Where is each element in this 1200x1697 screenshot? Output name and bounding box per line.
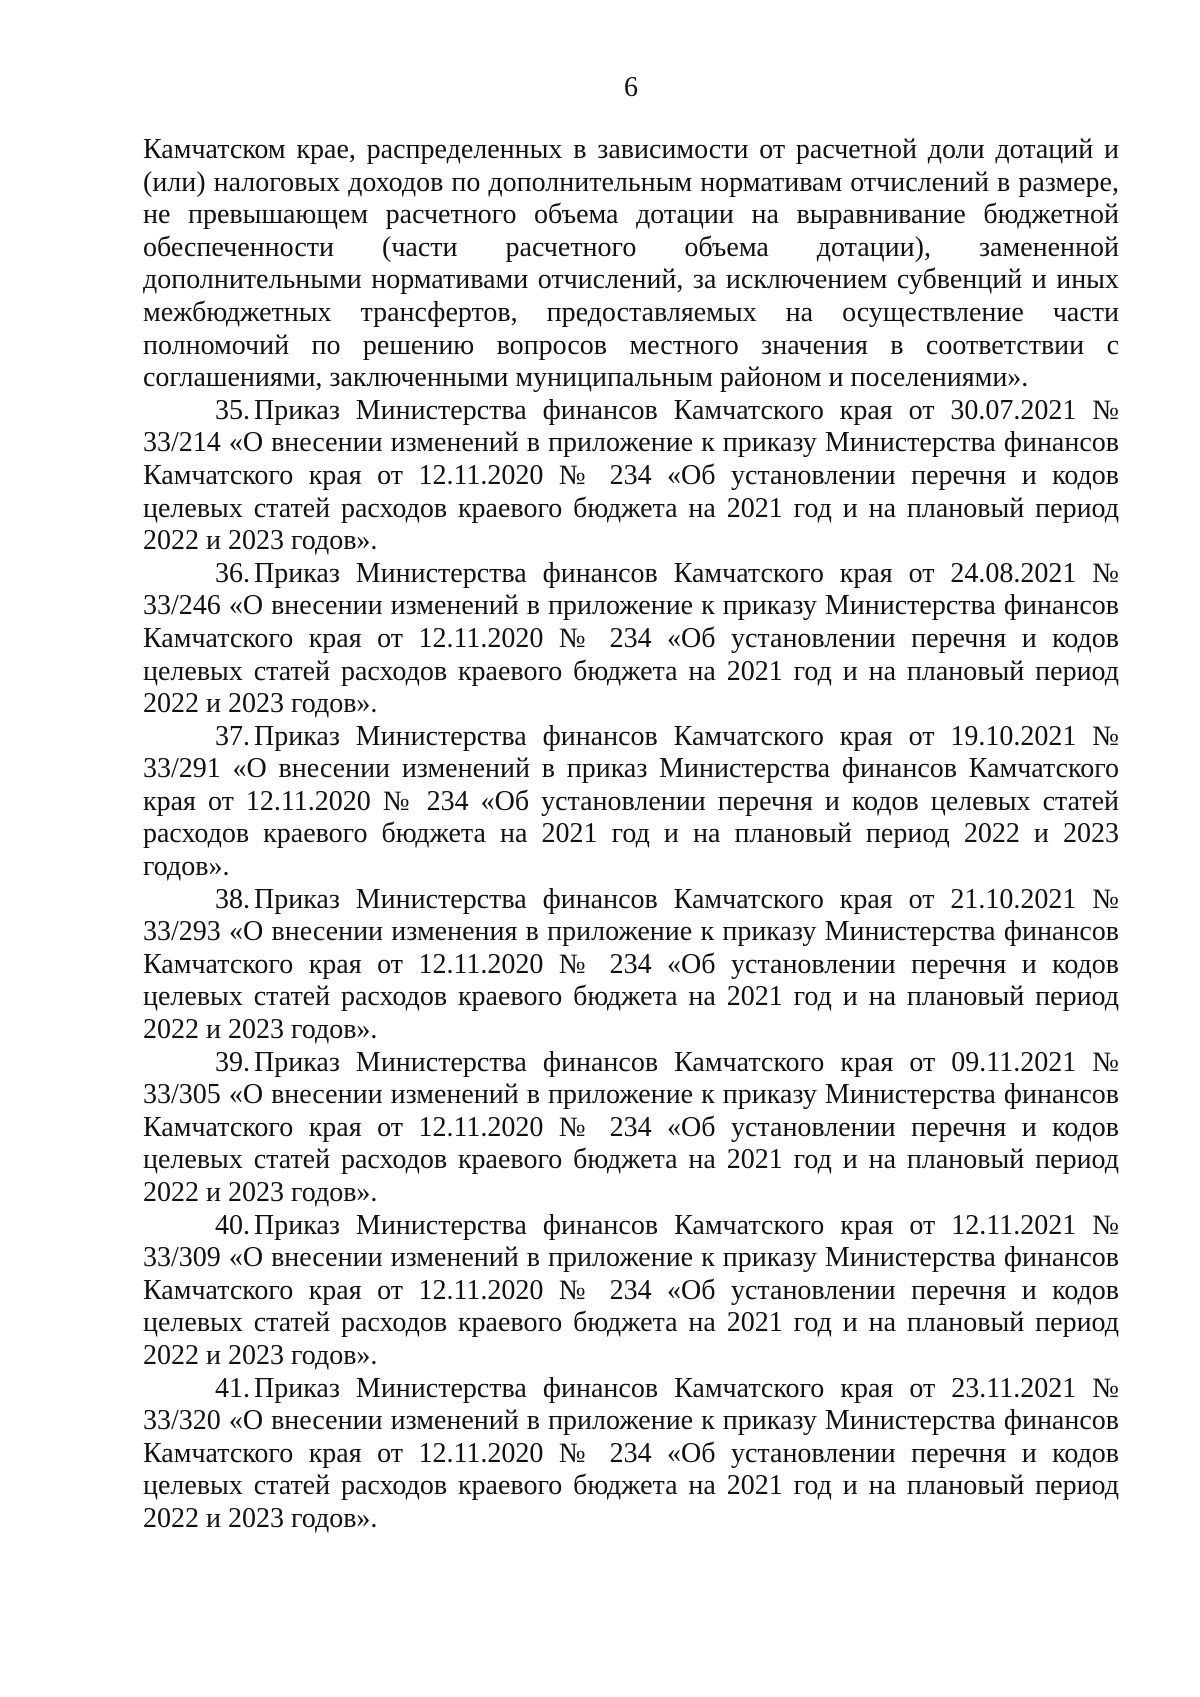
item-text: Приказ Министерства финансов Камчатского края от 12.11.2021 № 33/309 «О внесении изменений в приложение к приказу Министерства финансов Камчатского края от 12.11.2020 № 234 «Об установлении перечня и кодов целевых статей расходов краевого бюджета на 2021 год и на плановый период 2022 и 2023 годов».: [143, 1209, 1119, 1371]
list-item-40: [143, 1210, 1119, 1373]
item-text: Приказ Министерства финансов Камчатского края от 30.07.2021 № 33/214 «О внесении изменений в приложение к приказу Министерства финансов Камчатского края от 12.11.2020 № 234 «Об установлении перечня и кодов целевых статей расходов краевого бюджета на 2021 год и на плановый период 2022 и 2023 годов».: [143, 394, 1119, 557]
page-number: 6: [624, 72, 638, 103]
item-number: 39.: [215, 1046, 250, 1078]
list-item-36: [143, 558, 1119, 721]
document-body: [143, 134, 1119, 1536]
item-number: 35.: [215, 394, 250, 426]
list-item-39: [143, 1047, 1119, 1210]
list-item-37: [143, 721, 1119, 884]
item-text: Приказ Министерства финансов Камчатского края от 23.11.2021 № 33/320 «О внесении изменений в приложение к приказу Министерства финансов Камчатского края от 12.11.2020 № 234 «Об установлении перечня и кодов целевых статей расходов краевого бюджета на 2021 год и на плановый период 2022 и 2023 годов».: [143, 1372, 1119, 1534]
list-item-41: [143, 1373, 1119, 1536]
item-number: 41.: [215, 1372, 250, 1404]
item-number: 40.: [215, 1209, 250, 1241]
list-item-38: [143, 884, 1119, 1047]
item-text: Приказ Министерства финансов Камчатского края от 21.10.2021 № 33/293 «О внесении изменения в приложение к приказу Министерства финансов Камчатского края от 12.11.2020 № 234 «Об установлении перечня и кодов целевых статей расходов краевого бюджета на 2021 год и на плановый период 2022 и 2023 годов».: [143, 883, 1119, 1046]
item-text: Приказ Министерства финансов Камчатского края от 09.11.2021 № 33/305 «О внесении изменений в приложение к приказу Министерства финансов Камчатского края от 12.11.2020 № 234 «Об установлении перечня и кодов целевых статей расходов краевого бюджета на 2021 год и на плановый период 2022 и 2023 годов».: [143, 1046, 1119, 1208]
item-text: Приказ Министерства финансов Камчатского края от 19.10.2021 № 33/291 «О внесении изменений в приказ Министерства финансов Камчатского края от 12.11.2020 № 234 «Об установлении перечня и кодов целевых статей расходов краевого бюджета на 2021 год и на плановый период 2022 и 2023 годов».: [143, 720, 1119, 883]
item-number: 36.: [215, 557, 250, 589]
item-number: 38.: [215, 883, 250, 915]
list-item-35: [143, 395, 1119, 558]
item-number: 37.: [215, 720, 250, 752]
continuation-paragraph: Камчатском крае, распределенных в зависимости от расчетной доли дотаций и (или) налоговых доходов по дополнительным нормативам отчислений в размере, не превышающем расчетного объема дотации на выравнивание бюджетной обеспеченности (части расчетного объема дотации), замененной дополнительными нормативами отчислений, за исключением субвенций и иных межбюджетных трансфертов, предоставляемых на осуществление части полномочий по решению вопросов местного значения в соответствии с соглашениями, заключенными муниципальным районом и поселениями».: [143, 134, 1119, 394]
item-text: Приказ Министерства финансов Камчатского края от 24.08.2021 № 33/246 «О внесении изменений в приложение к приказу Министерства финансов Камчатского края от 12.11.2020 № 234 «Об установлении перечня и кодов целевых статей расходов краевого бюджета на 2021 год и на плановый период 2022 и 2023 годов».: [143, 557, 1119, 720]
